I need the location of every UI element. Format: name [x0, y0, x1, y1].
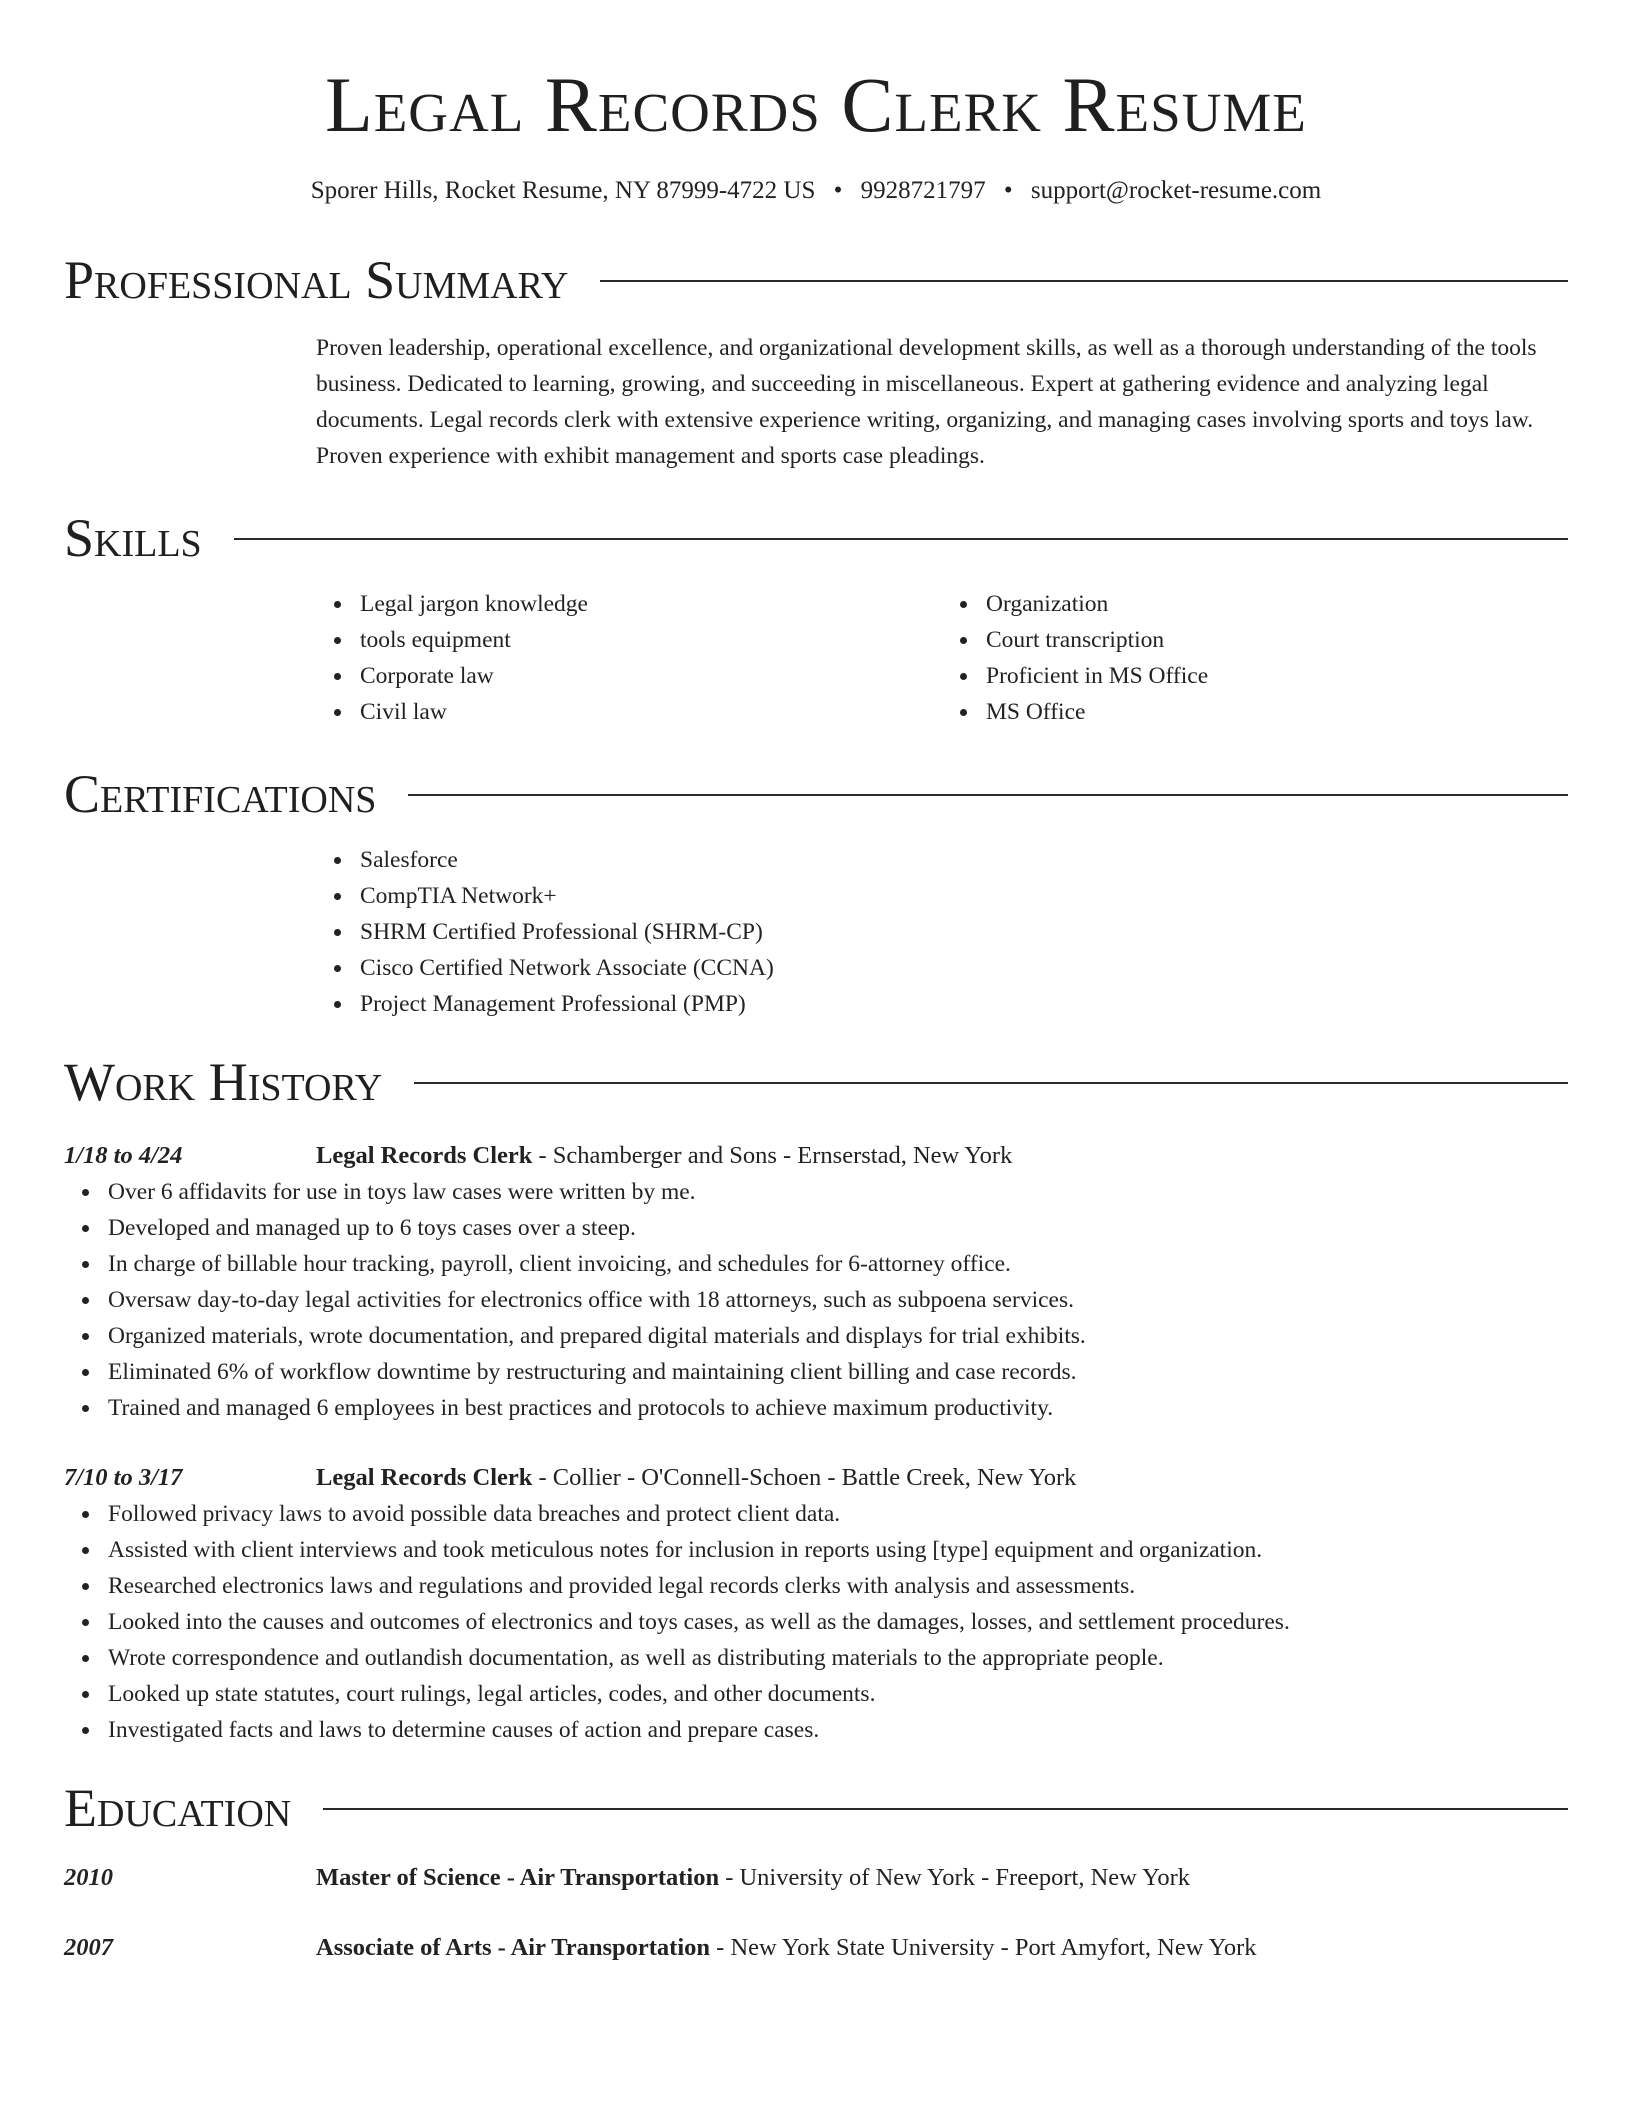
work-section-header	[64, 1052, 1568, 1112]
education-degree: Associate of Arts - Air Transportation	[316, 1934, 711, 1961]
skill-item: Organization	[986, 586, 1568, 622]
summary-section-header	[64, 250, 1568, 310]
certification-item: SHRM Certified Professional (SHRM-CP)	[360, 914, 1568, 950]
job-bullet: Researched electronics laws and regulations and provided legal records clerks with analysis and assessments.	[108, 1568, 1568, 1604]
skills-heading: Skills	[64, 508, 202, 568]
certifications-heading: Certifications	[64, 764, 377, 824]
skill-item: Legal jargon knowledge	[360, 586, 942, 622]
certifications-section-header	[64, 764, 1568, 824]
contact-email: support@rocket-resume.com	[1030, 177, 1322, 204]
education-section-header	[64, 1778, 1568, 1838]
contact-line	[64, 176, 1568, 206]
job-bullet: In charge of billable hour tracking, payroll, client invoicing, and schedules for 6-attorney office.	[108, 1246, 1568, 1282]
education-heading-line	[316, 1930, 1568, 1966]
job-bullet: Over 6 affidavits for use in toys law cases were written by me.	[108, 1174, 1568, 1210]
skill-item: MS Office	[986, 694, 1568, 730]
certifications-list	[316, 842, 1568, 1022]
job-heading	[316, 1460, 1568, 1496]
certification-item: Project Management Professional (PMP)	[360, 986, 1568, 1022]
contact-separator: •	[833, 177, 843, 204]
section-divider	[323, 1808, 1568, 1810]
job-bullet: Eliminated 6% of workflow downtime by restructuring and maintaining client billing and case records.	[108, 1354, 1568, 1390]
skills-grid	[316, 586, 1568, 730]
job-entry	[64, 1138, 1568, 1426]
job-title: Legal Records Clerk	[316, 1142, 533, 1169]
education-year: 2010	[64, 1864, 113, 1891]
certification-item: Salesforce	[360, 842, 1568, 878]
job-bullet: Developed and managed up to 6 toys cases over a steep.	[108, 1210, 1568, 1246]
work-heading: Work History	[64, 1052, 383, 1112]
education-entry	[64, 1930, 1568, 1966]
education-heading-line	[316, 1860, 1568, 1896]
job-bullet-list	[64, 1496, 1568, 1748]
job-bullet: Organized materials, wrote documentation, and prepared digital materials and displays for trial exhibits.	[108, 1318, 1568, 1354]
education-details: - New York State University - Port Amyfort, New York	[710, 1934, 1257, 1961]
skill-item: Proficient in MS Office	[986, 658, 1568, 694]
resume-title: Legal Records Clerk Resume	[325, 61, 1307, 148]
job-bullet: Looked up state statutes, court rulings, legal articles, codes, and other documents.	[108, 1676, 1568, 1712]
education-year: 2007	[64, 1934, 113, 1961]
section-divider	[600, 280, 1568, 282]
education-entry	[64, 1860, 1568, 1896]
contact-phone: 9928721797	[860, 177, 986, 204]
skill-item: Corporate law	[360, 658, 942, 694]
summary-text: Proven leadership, operational excellence, and organizational development skills, as well as a thorough understanding of the tools business. Dedicated to learning, growing, and succeeding in miscellaneous. Expert at gathering evidence and analyzing legal documents. Legal records clerk with extensive experience writing, organizing, and managing cases involving sports and toys law. Proven experience with exhibit management and sports case pleadings.	[316, 335, 1537, 469]
job-details: - Schamberger and Sons - Ernserstad, New York	[532, 1142, 1013, 1169]
education-heading: Education	[64, 1778, 292, 1838]
job-bullet: Investigated facts and laws to determine causes of action and prepare cases.	[108, 1712, 1568, 1748]
contact-separator: •	[1003, 177, 1013, 204]
skill-item: Court transcription	[986, 622, 1568, 658]
section-divider	[414, 1082, 1568, 1084]
job-bullet: Oversaw day-to-day legal activities for electronics office with 18 attorneys, such as subpoena services.	[108, 1282, 1568, 1318]
job-heading	[316, 1138, 1568, 1174]
job-dates: 7/10 to 3/17	[64, 1464, 183, 1491]
skills-list-right	[942, 586, 1568, 730]
job-bullet: Followed privacy laws to avoid possible data breaches and protect client data.	[108, 1496, 1568, 1532]
job-details: - Collier - O'Connell-Schoen - Battle Creek, New York	[532, 1464, 1077, 1491]
education-degree: Master of Science - Air Transportation	[316, 1864, 720, 1891]
certification-item: CompTIA Network+	[360, 878, 1568, 914]
education-details: - University of New York - Freeport, New York	[719, 1864, 1190, 1891]
job-dates: 1/18 to 4/24	[64, 1142, 183, 1169]
summary-heading: Professional Summary	[64, 250, 569, 310]
job-bullet: Looked into the causes and outcomes of electronics and toys cases, as well as the damages, losses, and settlement procedures.	[108, 1604, 1568, 1640]
skill-item: tools equipment	[360, 622, 942, 658]
job-entry	[64, 1460, 1568, 1748]
job-title: Legal Records Clerk	[316, 1464, 533, 1491]
job-bullet: Assisted with client interviews and took meticulous notes for inclusion in reports using [type] equipment and organization.	[108, 1532, 1568, 1568]
contact-address: Sporer Hills, Rocket Resume, NY 87999-4722 US	[310, 177, 816, 204]
certification-item: Cisco Certified Network Associate (CCNA)	[360, 950, 1568, 986]
job-bullet-list	[64, 1174, 1568, 1426]
job-bullet: Trained and managed 6 employees in best practices and protocols to achieve maximum productivity.	[108, 1390, 1568, 1426]
section-divider	[234, 538, 1568, 540]
job-bullet: Wrote correspondence and outlandish documentation, as well as distributing materials to the appropriate people.	[108, 1640, 1568, 1676]
section-divider	[408, 794, 1568, 796]
skill-item: Civil law	[360, 694, 942, 730]
skills-section-header	[64, 508, 1568, 568]
skills-list-left	[316, 586, 942, 730]
